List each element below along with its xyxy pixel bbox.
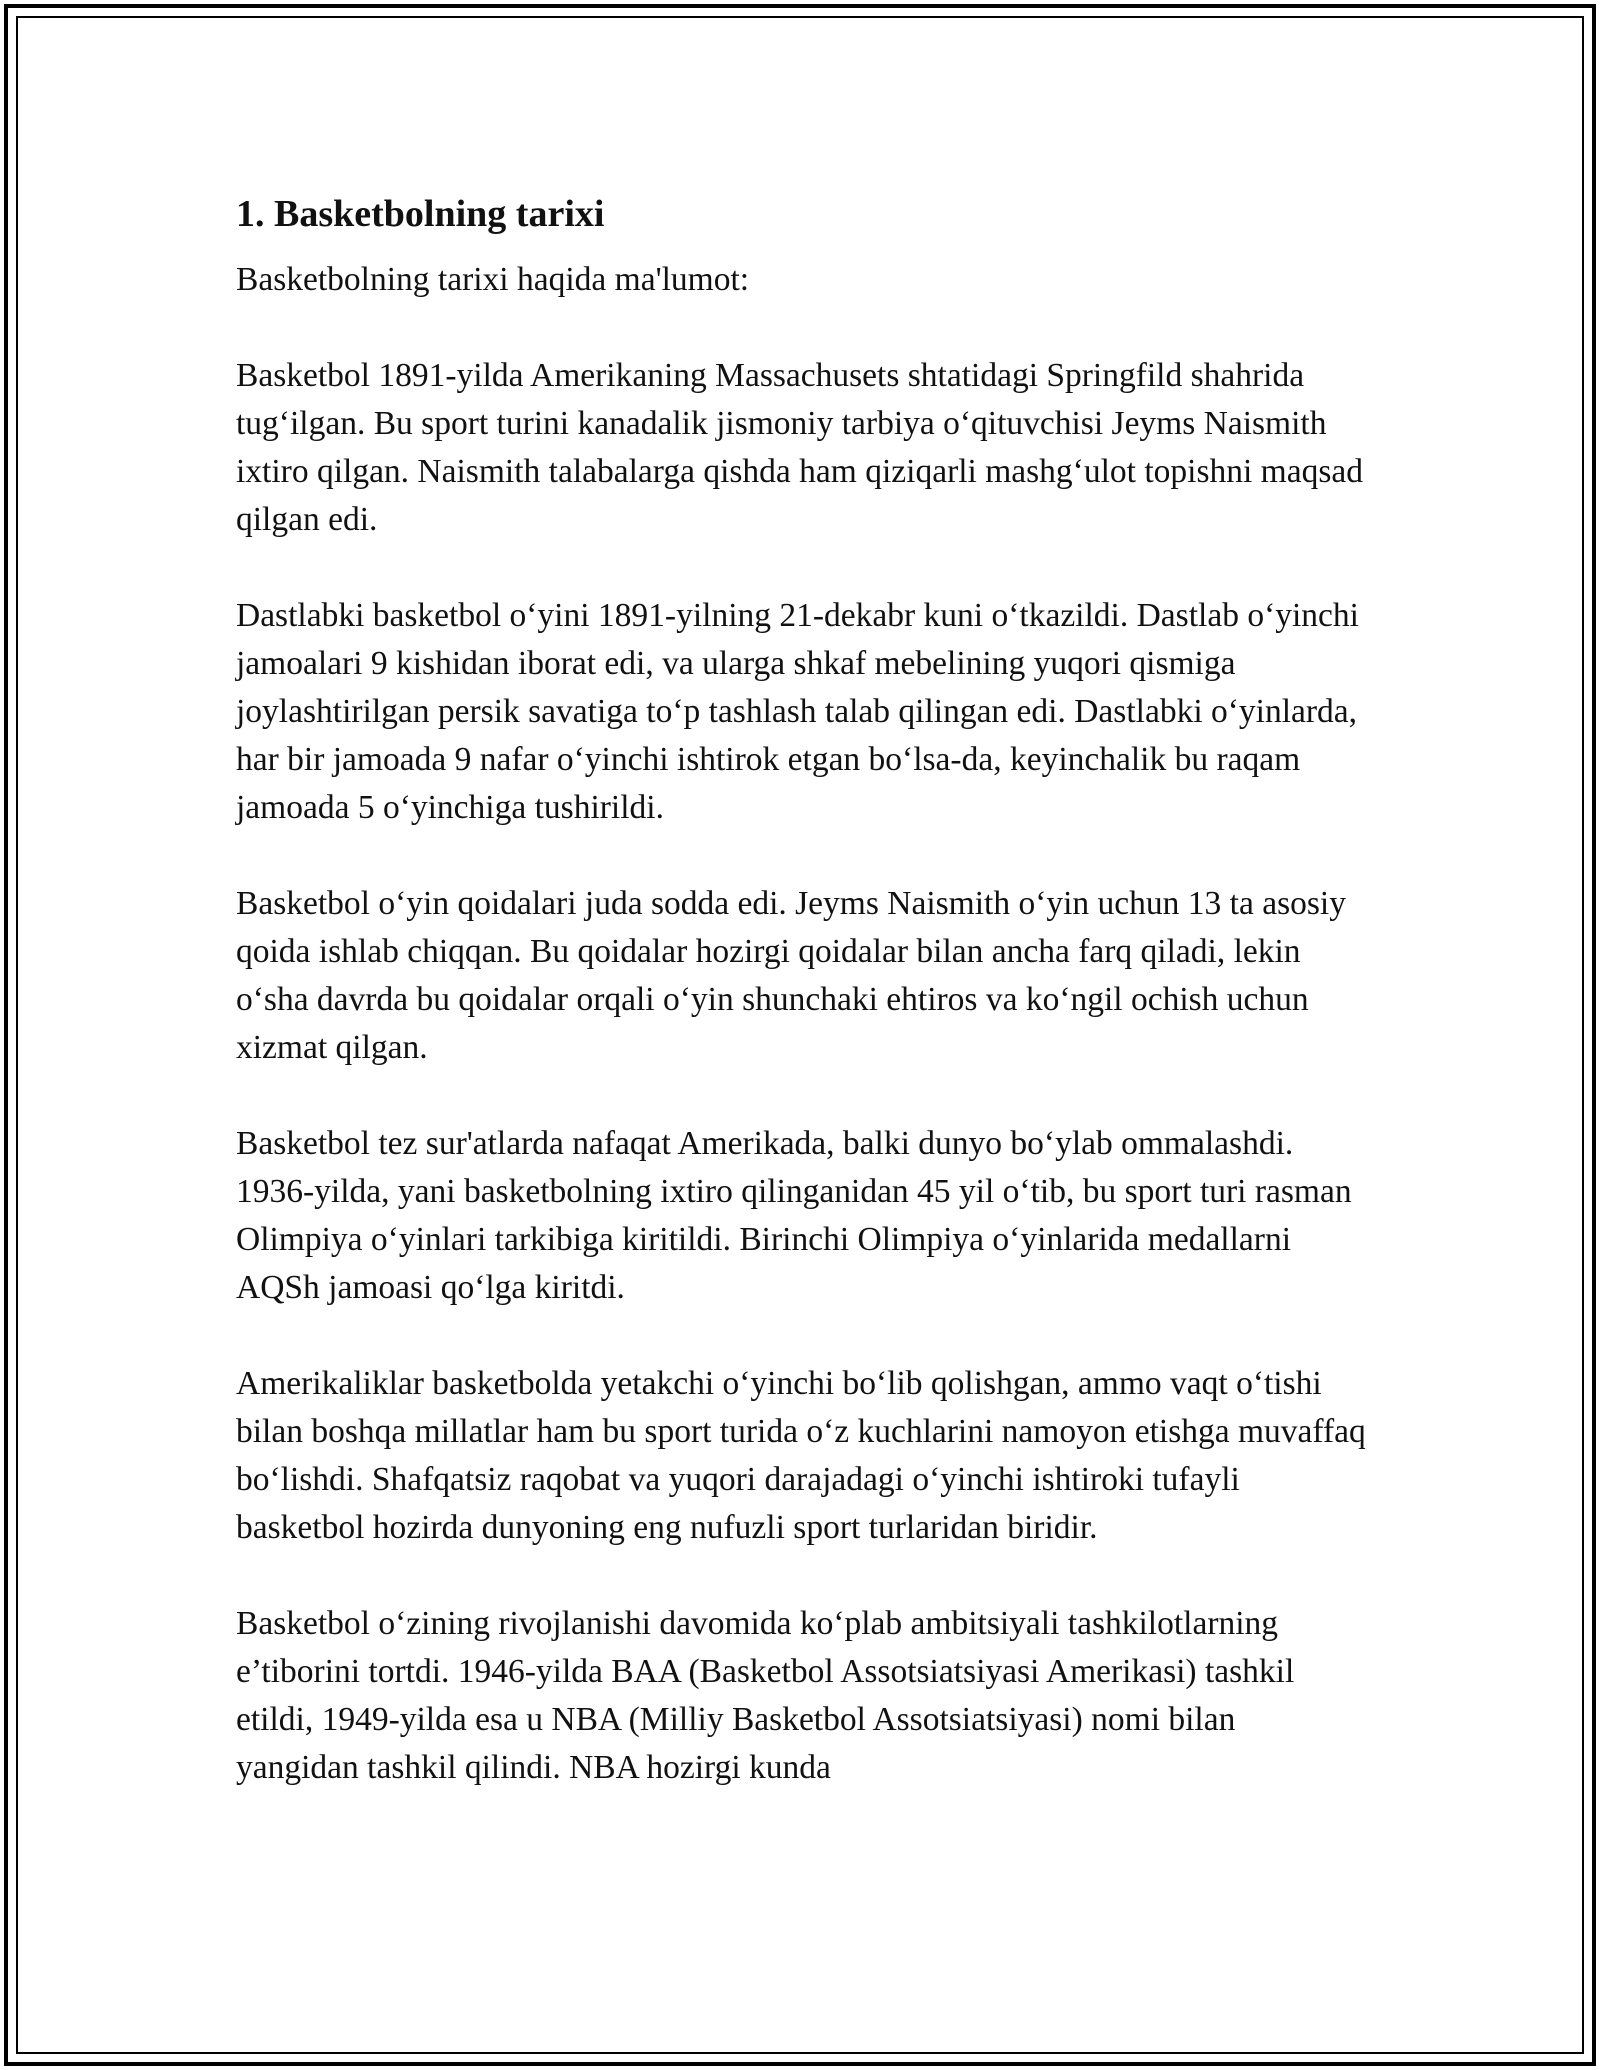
paragraph-origin: Basketbol 1891-yilda Amerikaning Massachusets shtatidagi Springfild shahrida tug‘ilgan. Bu sport turini kanadalik jismoniy tarbiya o‘qituvchisi Jeyms Naismith ixtiro qilgan. Naismith talabalarga qishda ham qiziqarli mashg‘ulot topishni maqsad qilgan edi. (236, 357, 1363, 538)
paragraph-rules: Basketbol o‘yin qoidalari juda sodda edi. Jeyms Naismith o‘yin uchun 13 ta asosiy qoida ishlab chiqqan. Bu qoidalar hozirgi qoidalar bilan ancha farq qiladi, lekin o‘sha davrda bu qoidalar orqali o‘yin shunchaki ehtiros va ko‘ngil ochish uchun xizmat qilgan. (236, 885, 1346, 1066)
intro-paragraph: Basketbolning tarixi haqida ma'lumot: (236, 261, 750, 298)
paragraph-olympics: Basketbol tez sur'atlarda nafaqat Amerikada, balki dunyo bo‘ylab ommalashdi. 1936-yilda, yani basketbolning ixtiro qilinganidan 45 yil o‘tib, bu sport turi rasman Olimpiya o‘yinlari tarkibiga kiritildi. Birinchi Olimpiya o‘yinlarida medallarni AQSh jamoasi qo‘lga kiritdi. (236, 1125, 1352, 1306)
paragraph-competition: Amerikaliklar basketbolda yetakchi o‘yinchi bo‘lib qolishgan, ammo vaqt o‘tishi bilan boshqa millatlar ham bu sport turida o‘z kuchlarini namoyon etishga muvaffaq bo‘lishdi. Shafqatsiz raqobat va yuqori darajadagi o‘yinchi ishtiroki tufayli basketbol hozirda dunyoning eng nufuzli sport turlaridan biridir. (236, 1365, 1366, 1546)
section-heading: 1. Basketbolning tarixi (236, 193, 605, 235)
document-body (236, 186, 1366, 1840)
paragraph-first-game: Dastlabki basketbol o‘yini 1891-yilning 21-dekabr kuni o‘tkazildi. Dastlab o‘yinchi jamoalari 9 kishidan iborat edi, va ularga shkaf mebelining yuqori qismiga joylashtirilgan persik savatiga to‘p tashlash talab qilingan edi. Dastlabki o‘yinlarda, har bir jamoada 9 nafar o‘yinchi ishtirok etgan bo‘lsa-da, keyinchalik bu raqam jamoada 5 o‘yinchiga tushirildi. (236, 597, 1359, 826)
paragraph-organizations: Basketbol o‘zining rivojlanishi davomida ko‘plab ambitsiyali tashkilotlarning e’tiborini tortdi. 1946-yilda BAA (Basketbol Assotsiatsiyasi Amerikasi) tashkil etildi, 1949-yilda esa u NBA (Milliy Basketbol Assotsiatsiyasi) nomi bilan yangidan tashkil qilindi. NBA hozirgi kunda (236, 1605, 1295, 1786)
